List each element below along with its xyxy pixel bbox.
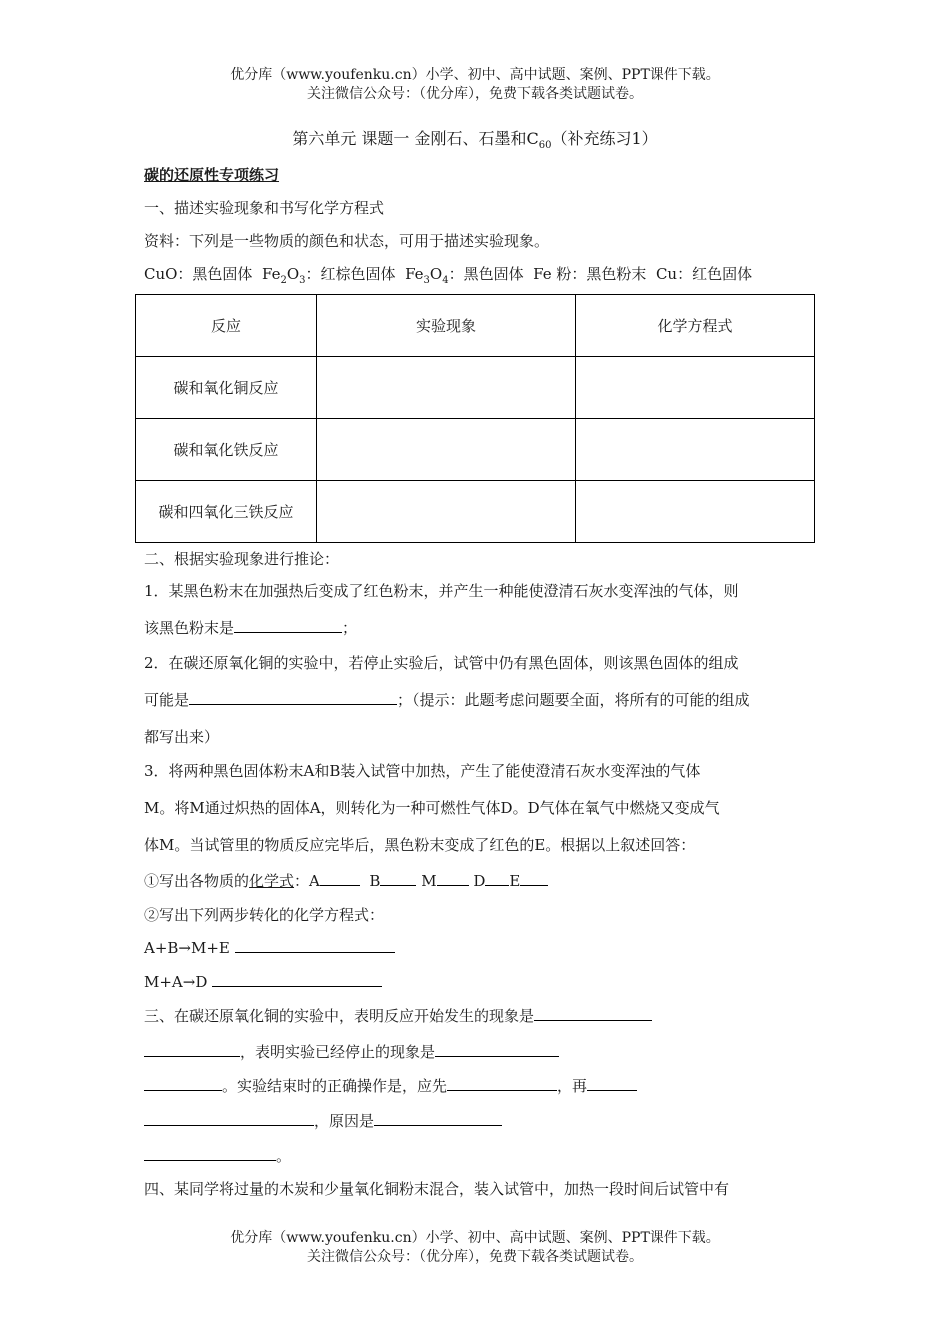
title-tail: （补充练习1） <box>551 129 658 148</box>
section3-line-3: 。实验结束时的正确操作是，应先 ，再 <box>144 1075 637 1096</box>
answer-blank[interactable] <box>435 1041 559 1057</box>
answer-blank[interactable] <box>144 1145 276 1161</box>
answer-blank[interactable] <box>534 1005 652 1021</box>
page-footer <box>0 1229 950 1267</box>
section2-heading: 二、根据实验现象进行推论： <box>144 550 340 568</box>
chemical-formula-link: 化学式 <box>249 872 295 890</box>
header-line-1: 优分库（www.youfenku.cn）小学、初中、高中试题、案例、PPT课件下载。 <box>230 67 720 83</box>
material-fe2o3: $Fe_2O_3$：红棕色固体 <box>261 265 396 286</box>
material-fe3o4: $Fe_3O_4$：黑色固体 <box>405 265 524 286</box>
q3-equation-heading: ②写出下列两步转化的化学方程式： <box>144 906 385 924</box>
page-header <box>0 66 950 104</box>
title-sub: 60 <box>538 140 552 152</box>
materials-line <box>144 263 752 286</box>
q3-formula-line: ①写出各物质的化学式：A B M D E <box>144 870 548 891</box>
table-row <box>136 419 815 481</box>
section3-line-4: ，原因是 <box>144 1110 502 1131</box>
header-line-2: 关注微信公众号：（优分库），免费下载各类试题试卷。 <box>307 86 643 102</box>
q3-line-1: 3．将两种黑色固体粉末A和B装入试管中加热，产生了能使澄清石灰水变浑浊的气体 <box>144 762 701 780</box>
q2-line-2: 可能是 ；（提示：此题考虑问题要全面，将所有的可能的组成 <box>144 691 750 709</box>
material-cuo: CuO：黑色固体 <box>144 265 253 283</box>
q2-line-1: 2．在碳还原氧化铜的实验中，若停止实验后，试管中仍有黑色固体，则该黑色固体的组成 <box>144 654 739 672</box>
section4-line-1: 四、某同学将过量的木炭和少量氧化铜粉末混合，装入试管中，加热一段时间后试管中有 <box>144 1180 730 1198</box>
page-title <box>0 126 950 151</box>
reaction-name: 碳和氧化铁反应 <box>136 419 317 481</box>
table-header: 反应 <box>136 295 317 357</box>
answer-blank[interactable] <box>212 971 382 987</box>
subtitle: 碳的还原性专项练习 <box>144 166 280 184</box>
table-row <box>136 357 815 419</box>
q3-line-3: 体M。当试管里的物质反应完毕后，黑色粉末变成了红色的E。根据以上叙述回答： <box>144 836 696 854</box>
section3-line-1: 三、在碳还原氧化铜的实验中，表明反应开始发生的现象是 <box>144 1005 652 1026</box>
reaction-name: 碳和氧化铜反应 <box>136 357 317 419</box>
footer-line-1: 优分库（www.youfenku.cn）小学、初中、高中试题、案例、PPT课件下载。 <box>230 1230 720 1246</box>
section1-intro: 资料：下列是一些物质的颜色和状态，可用于描述实验现象。 <box>144 232 550 250</box>
equation-cell[interactable] <box>576 481 815 543</box>
answer-blank[interactable] <box>144 1041 240 1057</box>
table-header: 实验现象 <box>317 295 576 357</box>
answer-blank[interactable] <box>144 1110 314 1126</box>
q3-line-2: M。将M通过炽热的固体A，则转化为一种可燃性气体D。D气体在氧气中燃烧又变成气 <box>144 799 720 817</box>
title-main: 第六单元 课题一 金刚石、石墨和C <box>292 129 539 148</box>
answer-blank[interactable] <box>144 1075 222 1091</box>
table-header-row <box>136 295 815 357</box>
section3-line-2: ，表明实验已经停止的现象是 <box>144 1041 559 1062</box>
answer-blank-d[interactable] <box>485 870 509 886</box>
answer-blank[interactable] <box>189 689 397 705</box>
reaction-name: 碳和四氧化三铁反应 <box>136 481 317 543</box>
q1-line-2: 该黑色粉末是 ； <box>144 619 358 637</box>
answer-blank[interactable] <box>235 937 395 953</box>
answer-blank-a[interactable] <box>320 870 360 886</box>
table-header: 化学方程式 <box>576 295 815 357</box>
q2-line-3: 都写出来） <box>144 728 220 746</box>
answer-blank[interactable] <box>447 1075 557 1091</box>
answer-blank[interactable] <box>587 1075 637 1091</box>
answer-blank-m[interactable] <box>437 870 469 886</box>
phenomenon-cell[interactable] <box>317 357 576 419</box>
q3-equation-1: A+B→M+E <box>144 937 395 957</box>
reaction-table <box>135 294 815 543</box>
answer-blank[interactable] <box>234 617 342 633</box>
equation-cell[interactable] <box>576 419 815 481</box>
footer-line-2: 关注微信公众号：（优分库），免费下载各类试题试卷。 <box>307 1249 643 1265</box>
section3-line-5: 。 <box>144 1145 291 1166</box>
material-fe: Fe 粉：黑色粉末 <box>533 265 647 283</box>
table-row <box>136 481 815 543</box>
phenomenon-cell[interactable] <box>317 481 576 543</box>
answer-blank[interactable] <box>374 1110 502 1126</box>
answer-blank-b[interactable] <box>380 870 416 886</box>
section1-heading: 一、描述实验现象和书写化学方程式 <box>144 199 385 217</box>
answer-blank-e[interactable] <box>520 870 548 886</box>
phenomenon-cell[interactable] <box>317 419 576 481</box>
q3-equation-2: M+A→D <box>144 971 382 991</box>
material-cu: Cu：红色固体 <box>655 265 753 283</box>
equation-cell[interactable] <box>576 357 815 419</box>
q1-line-1: 1．某黑色粉末在加强热后变成了红色粉末，并产生一种能使澄清石灰水变浑浊的气体，则 <box>144 582 739 600</box>
